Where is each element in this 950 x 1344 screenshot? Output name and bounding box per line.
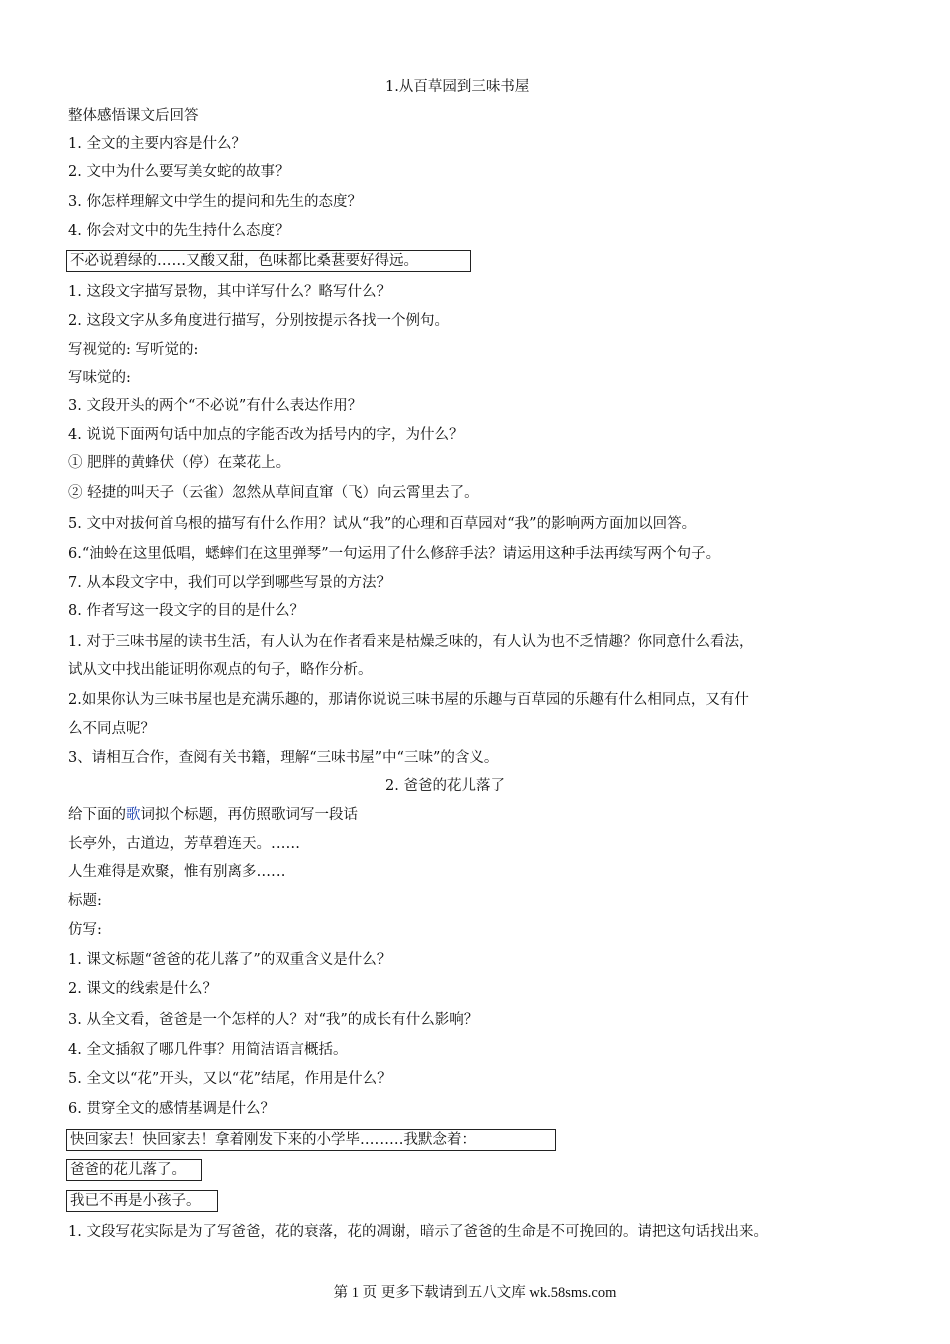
quote-box-1: 快回家去！快回家去！拿着刚发下来的小学毕………我默念着： <box>66 1129 556 1151</box>
excerpt-question-6: 6.“油蛉在这里低唱，蟋蟀们在这里弹琴”一句运用了什么修辞手法？请运用这种手法再续写两个句子。 <box>68 546 721 562</box>
intro-highlight: 歌 <box>126 807 141 823</box>
lyric-line-2: 人生难得是欢聚，惟有别离多…… <box>68 864 286 880</box>
question-4: 4. 你会对文中的先生持什么态度？ <box>68 223 290 239</box>
sentence-1: ① 肥胖的黄蜂伏（停）在菜花上。 <box>68 455 291 471</box>
section2-intro <box>68 805 358 825</box>
excerpt-question-2: 2. 这段文字从多角度进行描写，分别按提示各找一个例句。 <box>68 313 449 329</box>
s2-last-question: 1. 文段写花实际是为了写爸爸，花的衰落，花的凋谢，暗示了爸爸的生命是不可挽回的。请把这句话找出来。 <box>68 1224 768 1240</box>
section2-title: 2. 爸爸的花儿落了 <box>385 778 505 794</box>
s2-question-6: 6. 贯穿全文的感情基调是什么？ <box>68 1101 275 1117</box>
question-1: 1. 全文的主要内容是什么？ <box>68 136 246 152</box>
page-footer: 第 1 页 更多下载请到五八文库 wk.58sms.com <box>333 1285 617 1301</box>
excerpt-box: 不必说碧绿的……又酸又甜，色味都比桑葚要好得远。 <box>66 250 471 272</box>
discussion-1a: 1. 对于三味书屋的读书生活，有人认为在作者看来是枯燥乏味的，有人认为也不乏情趣？你同意什么看法， <box>68 634 754 650</box>
sentence-2: ② 轻捷的叫天子（云雀）忽然从草间直窜（飞）向云霄里去了。 <box>68 485 479 501</box>
question-3: 3. 你怎样理解文中学生的提问和先生的态度？ <box>68 194 362 210</box>
discussion-2a: 2.如果你认为三味书屋也是充满乐趣的，那请你说说三味书屋的乐趣与百草园的乐趣有什么相同点，又有什 <box>68 692 749 708</box>
quote-box-3: 我已不再是小孩子。 <box>66 1190 218 1212</box>
quote-box-2: 爸爸的花儿落了。 <box>66 1159 202 1181</box>
section1-heading: 整体感悟课文后回答 <box>68 108 199 124</box>
discussion-3: 3、请相互合作，查阅有关书籍，理解“三味书屋”中“三味”的含义。 <box>68 750 499 766</box>
excerpt-question-8: 8. 作者写这一段文字的目的是什么？ <box>68 603 304 619</box>
intro-pre: 给下面的 <box>68 807 126 823</box>
discussion-1b: 试从文中找出能证明你观点的句子，略作分析。 <box>68 662 373 678</box>
s2-question-2: 2. 课文的线索是什么？ <box>68 981 217 997</box>
excerpt-question-7: 7. 从本段文字中，我们可以学到哪些写景的方法？ <box>68 575 391 591</box>
s2-question-4: 4. 全文插叙了哪几件事？用简洁语言概括。 <box>68 1042 348 1058</box>
imitate-label: 仿写: <box>68 922 102 938</box>
taste-prompt: 写味觉的: <box>68 370 131 386</box>
s2-question-3: 3. 从全文看，爸爸是一个怎样的人？对“我”的成长有什么影响？ <box>68 1012 479 1028</box>
s2-question-5: 5. 全文以“花”开头，又以“花”结尾，作用是什么？ <box>68 1071 392 1087</box>
excerpt-question-5: 5. 文中对拔何首乌根的描写有什么作用？试从“我”的心理和百草园对“我”的影响两方面加以回答。 <box>68 516 697 532</box>
s2-question-1: 1. 课文标题“爸爸的花儿落了”的双重含义是什么？ <box>68 952 392 968</box>
excerpt-question-3: 3. 文段开头的两个“不必说”有什么表达作用？ <box>68 398 363 414</box>
section1-title: 1.从百草园到三味书屋 <box>385 79 530 95</box>
excerpt-question-1: 1. 这段文字描写景物，其中详写什么？略写什么？ <box>68 284 391 300</box>
intro-post: 词拟个标题，再仿照歌词写一段话 <box>140 807 358 823</box>
excerpt-question-4: 4. 说说下面两句话中加点的字能否改为括号内的字，为什么？ <box>68 427 464 443</box>
lyric-line-1: 长亭外，古道边，芳草碧连天。…… <box>68 836 300 852</box>
question-2: 2. 文中为什么要写美女蛇的故事？ <box>68 164 290 180</box>
visual-auditory-prompt: 写视觉的: 写听觉的: <box>68 342 199 358</box>
title-label: 标题: <box>68 893 102 909</box>
discussion-2b: 么不同点呢？ <box>68 721 155 737</box>
